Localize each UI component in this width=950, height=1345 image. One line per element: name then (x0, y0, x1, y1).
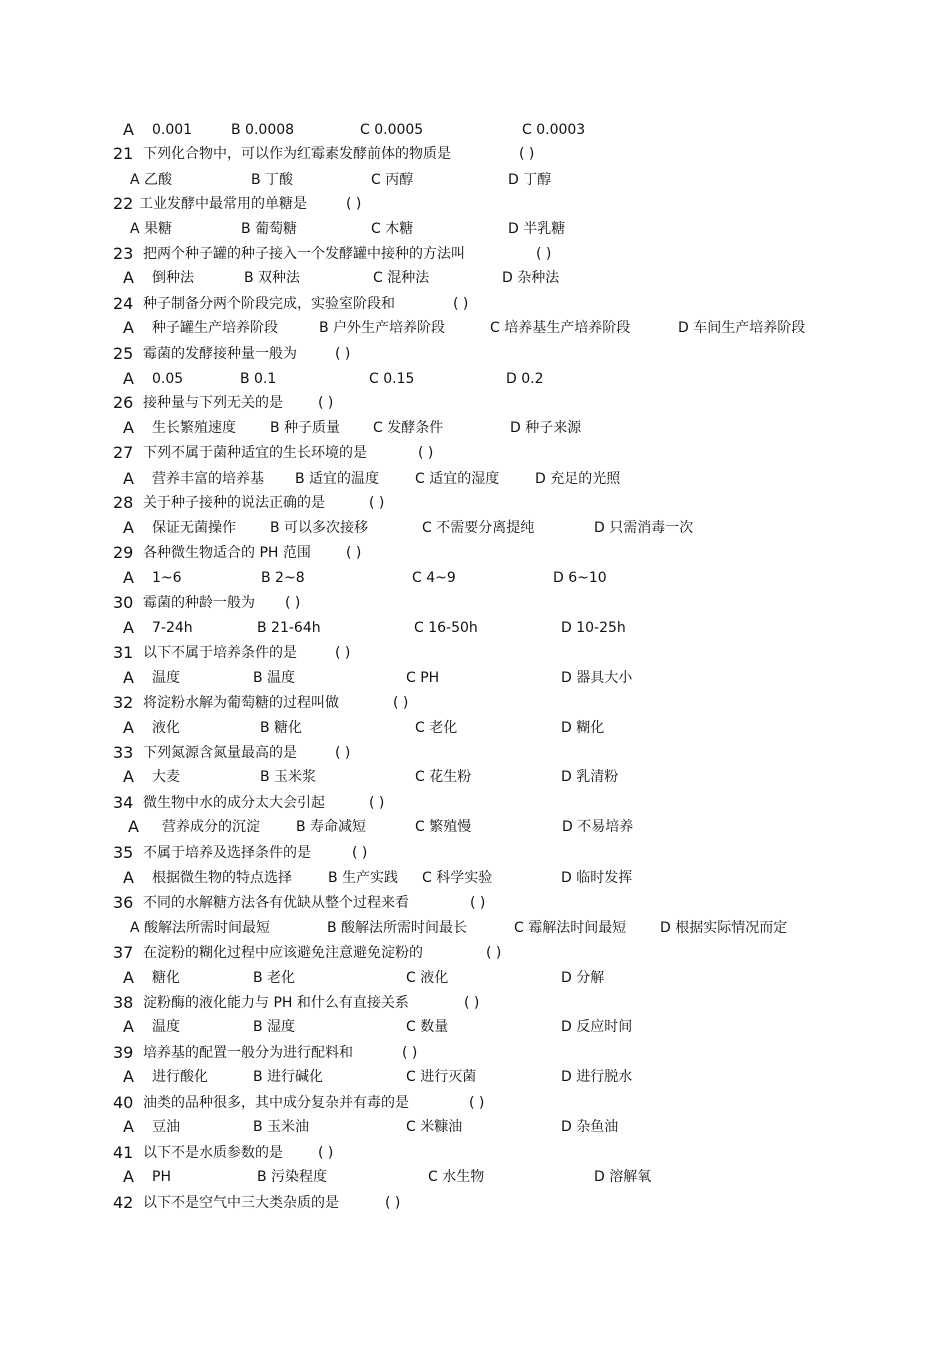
option-text: B 老化 (253, 970, 296, 986)
answer-blank: ( ) (285, 595, 301, 611)
option-text: 大麦 (152, 769, 180, 785)
option-text: C 水生物 (428, 1169, 485, 1185)
option-text: D 种子来源 (510, 420, 582, 436)
options-row (0, 170, 950, 190)
question-28 (0, 493, 950, 513)
question-42 (0, 1193, 950, 1213)
options-row (0, 767, 950, 787)
question-text: 接种量与下列无关的是 (143, 395, 283, 411)
question-text: 种子制备分两个阶段完成，实验室阶段和 (143, 296, 395, 312)
answer-blank: ( ) (402, 1045, 418, 1061)
question-41 (0, 1143, 950, 1163)
answer-blank: ( ) (369, 495, 385, 511)
option-text: D 反应时间 (561, 1019, 633, 1035)
question-39 (0, 1043, 950, 1063)
option-text: C 混种法 (373, 270, 430, 286)
option-text: D 丁醇 (508, 172, 552, 188)
options-row (0, 668, 950, 688)
question-text: 把两个种子罐的种子接入一个发酵罐中接种的方法叫 (143, 246, 465, 262)
option-text: B 双种法 (244, 270, 301, 286)
options-row (0, 318, 950, 338)
option-letter: A (123, 1067, 134, 1086)
option-text: B 葡萄糖 (241, 221, 298, 237)
option-text: B 生产实践 (328, 870, 399, 886)
question-number: 36 (113, 893, 134, 912)
option-text: 0.001 (152, 122, 193, 138)
question-text: 微生物中水的成分太大会引起 (143, 795, 325, 811)
question-21 (0, 144, 950, 164)
option-text: C PH (406, 670, 440, 686)
option-text: 7-24h (152, 620, 193, 636)
answer-blank: ( ) (385, 1195, 401, 1211)
option-letter: A (123, 668, 134, 687)
question-27 (0, 443, 950, 463)
question-number: 31 (113, 643, 134, 662)
option-letter: A (123, 968, 134, 987)
option-text: C 4~9 (412, 570, 456, 586)
option-letter: A (123, 718, 134, 737)
question-text: 以下不属于培养条件的是 (143, 645, 297, 661)
question-number: 38 (113, 993, 134, 1012)
option-text: A 果糖 (130, 221, 173, 237)
options-row (0, 1167, 950, 1187)
question-34 (0, 793, 950, 813)
option-text: B 糖化 (260, 720, 303, 736)
question-text: 工业发酵中最常用的单糖是 (139, 196, 307, 212)
option-text: B 可以多次接移 (270, 520, 369, 536)
answer-blank: ( ) (346, 545, 362, 561)
option-letter: A (128, 817, 139, 836)
option-text: PH (152, 1169, 171, 1185)
question-31 (0, 643, 950, 663)
option-text: B 玉米油 (253, 1119, 310, 1135)
answer-blank: ( ) (335, 745, 351, 761)
answer-blank: ( ) (536, 246, 552, 262)
question-number: 26 (113, 393, 134, 412)
option-letter: A (123, 268, 134, 287)
option-text: C 0.0003 (522, 122, 586, 138)
option-text: C 适宜的湿度 (415, 471, 500, 487)
option-text: C 0.15 (369, 371, 415, 387)
question-text: 下列氮源含氮量最高的是 (143, 745, 297, 761)
option-text: D 杂鱼油 (561, 1119, 619, 1135)
question-number: 21 (113, 144, 134, 163)
answer-blank: ( ) (335, 645, 351, 661)
option-text: B 寿命减短 (296, 819, 367, 835)
question-22 (0, 194, 950, 214)
options-row (0, 268, 950, 288)
question-number: 40 (113, 1093, 134, 1112)
option-text: C 繁殖慢 (415, 819, 472, 835)
option-text: C 花生粉 (415, 769, 472, 785)
option-letter: A (123, 518, 134, 537)
answer-blank: ( ) (464, 995, 480, 1011)
option-text: D 糊化 (561, 720, 605, 736)
question-number: 35 (113, 843, 134, 862)
question-text: 在淀粉的糊化过程中应该避免注意避免淀粉的 (143, 945, 423, 961)
question-number: 42 (113, 1193, 134, 1212)
answer-blank: ( ) (469, 1095, 485, 1111)
option-text: D 只需消毒一次 (594, 520, 694, 536)
question-number: 25 (113, 344, 134, 363)
question-40 (0, 1093, 950, 1113)
option-text: C 0.0005 (360, 122, 424, 138)
option-text: 1~6 (152, 570, 182, 586)
options-row (0, 968, 950, 988)
options-row (0, 1117, 950, 1137)
answer-blank: ( ) (352, 845, 368, 861)
question-text: 下列化合物中，可以作为红霉素发酵前体的物质是 (143, 146, 451, 162)
options-row (0, 1017, 950, 1037)
question-37 (0, 943, 950, 963)
option-text: C 霉解法时间最短 (514, 920, 627, 936)
question-number: 23 (113, 244, 134, 263)
question-text: 关于种子接种的说法正确的是 (143, 495, 325, 511)
question-number: 30 (113, 593, 134, 612)
question-text: 霉菌的发酵接种量一般为 (143, 346, 297, 362)
question-32 (0, 693, 950, 713)
option-text: B 适宜的温度 (295, 471, 380, 487)
option-text: D 车间生产培养阶段 (678, 320, 806, 336)
option-letter: A (123, 1117, 134, 1136)
options-row (0, 120, 950, 140)
option-text: 温度 (152, 1019, 180, 1035)
option-text: C 老化 (415, 720, 458, 736)
option-letter: A (123, 1017, 134, 1036)
option-text: 根据微生物的特点选择 (152, 870, 292, 886)
option-text: 营养成分的沉淀 (162, 819, 260, 835)
option-text: D 溶解氧 (594, 1169, 652, 1185)
question-text: 将淀粉水解为葡萄糖的过程叫做 (143, 695, 339, 711)
option-text: D 乳清粉 (561, 769, 619, 785)
question-text: 各种微生物适合的 PH 范围 (143, 545, 311, 561)
option-text: D 6~10 (553, 570, 607, 586)
option-text: 营养丰富的培养基 (152, 471, 264, 487)
option-text: D 不易培养 (562, 819, 634, 835)
question-36 (0, 893, 950, 913)
question-text: 不同的水解糖方法各有优缺从整个过程来看 (143, 895, 409, 911)
option-text: C 培养基生产培养阶段 (490, 320, 631, 336)
option-text: C 进行灭菌 (406, 1069, 477, 1085)
options-row (0, 469, 950, 489)
option-text: C 16-50h (414, 620, 478, 636)
option-text: D 充足的光照 (535, 471, 621, 487)
option-text: B 2~8 (261, 570, 305, 586)
answer-blank: ( ) (318, 1145, 334, 1161)
question-number: 24 (113, 294, 134, 313)
options-row (0, 369, 950, 389)
option-text: B 0.0008 (231, 122, 295, 138)
option-text: 保证无菌操作 (152, 520, 236, 536)
option-text: C 木糖 (371, 221, 414, 237)
options-row (0, 418, 950, 438)
options-row (0, 868, 950, 888)
option-text: D 进行脱水 (561, 1069, 633, 1085)
options-row (0, 618, 950, 638)
option-letter: A (123, 618, 134, 637)
option-text: B 户外生产培养阶段 (319, 320, 446, 336)
option-text: 进行酸化 (152, 1069, 208, 1085)
option-text: C 发酵条件 (373, 420, 444, 436)
option-text: B 酸解法所需时间最长 (327, 920, 468, 936)
question-30 (0, 593, 950, 613)
option-text: 糖化 (152, 970, 180, 986)
question-number: 41 (113, 1143, 134, 1162)
question-number: 32 (113, 693, 134, 712)
option-text: B 玉米浆 (260, 769, 317, 785)
question-23 (0, 244, 950, 264)
question-text: 以下不是空气中三大类杂质的是 (143, 1195, 339, 1211)
option-text: C 米糠油 (406, 1119, 463, 1135)
option-text: B 种子质量 (270, 420, 341, 436)
question-text: 下列不属于菌种适宜的生长环境的是 (143, 445, 367, 461)
option-text: D 杂种法 (502, 270, 560, 286)
answer-blank: ( ) (393, 695, 409, 711)
answer-blank: ( ) (486, 945, 502, 961)
question-33 (0, 743, 950, 763)
question-text: 霉菌的种龄一般为 (143, 595, 255, 611)
question-text: 油类的品种很多，其中成分复杂并有毒的是 (143, 1095, 409, 1111)
option-text: C 科学实验 (422, 870, 493, 886)
question-number: 29 (113, 543, 134, 562)
option-text: 生长繁殖速度 (152, 420, 236, 436)
option-letter: A (123, 568, 134, 587)
option-text: B 0.1 (240, 371, 277, 387)
option-letter: A (123, 369, 134, 388)
option-text: C 丙醇 (371, 172, 414, 188)
answer-blank: ( ) (318, 395, 334, 411)
question-number: 39 (113, 1043, 134, 1062)
option-letter: A (123, 767, 134, 786)
option-letter: A (123, 469, 134, 488)
answer-blank: ( ) (453, 296, 469, 312)
question-text: 淀粉酶的液化能力与 PH 和什么有直接关系 (143, 995, 409, 1011)
question-number: 37 (113, 943, 134, 962)
option-letter: A (123, 868, 134, 887)
option-text: A 乙酸 (130, 172, 173, 188)
answer-blank: ( ) (418, 445, 434, 461)
option-text: D 临时发挥 (561, 870, 633, 886)
question-25 (0, 344, 950, 364)
option-text: C 液化 (406, 970, 449, 986)
option-text: 倒种法 (152, 270, 194, 286)
options-row (0, 1067, 950, 1087)
question-35 (0, 843, 950, 863)
answer-blank: ( ) (346, 196, 362, 212)
option-letter: A (123, 120, 134, 139)
question-number: 33 (113, 743, 134, 762)
question-26 (0, 393, 950, 413)
question-text: 不属于培养及选择条件的是 (143, 845, 311, 861)
option-text: 种子罐生产培养阶段 (152, 320, 278, 336)
options-row (0, 219, 950, 239)
option-text: B 丁酸 (251, 172, 294, 188)
question-38 (0, 993, 950, 1013)
options-row (0, 568, 950, 588)
option-text: B 21-64h (257, 620, 321, 636)
option-text: 豆油 (152, 1119, 180, 1135)
option-letter: A (123, 418, 134, 437)
option-text: D 半乳糖 (508, 221, 566, 237)
option-text: B 进行碱化 (253, 1069, 324, 1085)
option-text: D 0.2 (506, 371, 544, 387)
answer-blank: ( ) (519, 146, 535, 162)
option-text: C 不需要分离提纯 (422, 520, 535, 536)
option-letter: A (123, 318, 134, 337)
option-text: A 酸解法所需时间最短 (130, 920, 271, 936)
options-row (0, 918, 950, 938)
question-number: 28 (113, 493, 134, 512)
option-text: D 分解 (561, 970, 605, 986)
option-text: D 根据实际情况而定 (660, 920, 788, 936)
option-text: B 温度 (253, 670, 296, 686)
option-text: D 10-25h (561, 620, 626, 636)
option-text: C 数量 (406, 1019, 449, 1035)
option-text: 温度 (152, 670, 180, 686)
option-text: B 污染程度 (257, 1169, 328, 1185)
answer-blank: ( ) (369, 795, 385, 811)
answer-blank: ( ) (335, 346, 351, 362)
question-text: 以下不是水质参数的是 (143, 1145, 283, 1161)
options-row (0, 518, 950, 538)
question-number: 22 (113, 194, 134, 213)
question-number: 34 (113, 793, 134, 812)
option-text: 液化 (152, 720, 180, 736)
question-29 (0, 543, 950, 563)
question-24 (0, 294, 950, 314)
options-row (0, 817, 950, 837)
options-row (0, 718, 950, 738)
option-text: 0.05 (152, 371, 184, 387)
answer-blank: ( ) (470, 895, 486, 911)
question-number: 27 (113, 443, 134, 462)
option-text: B 湿度 (253, 1019, 296, 1035)
question-text: 培养基的配置一般分为进行配料和 (143, 1045, 353, 1061)
option-letter: A (123, 1167, 134, 1186)
option-text: D 器具大小 (561, 670, 633, 686)
